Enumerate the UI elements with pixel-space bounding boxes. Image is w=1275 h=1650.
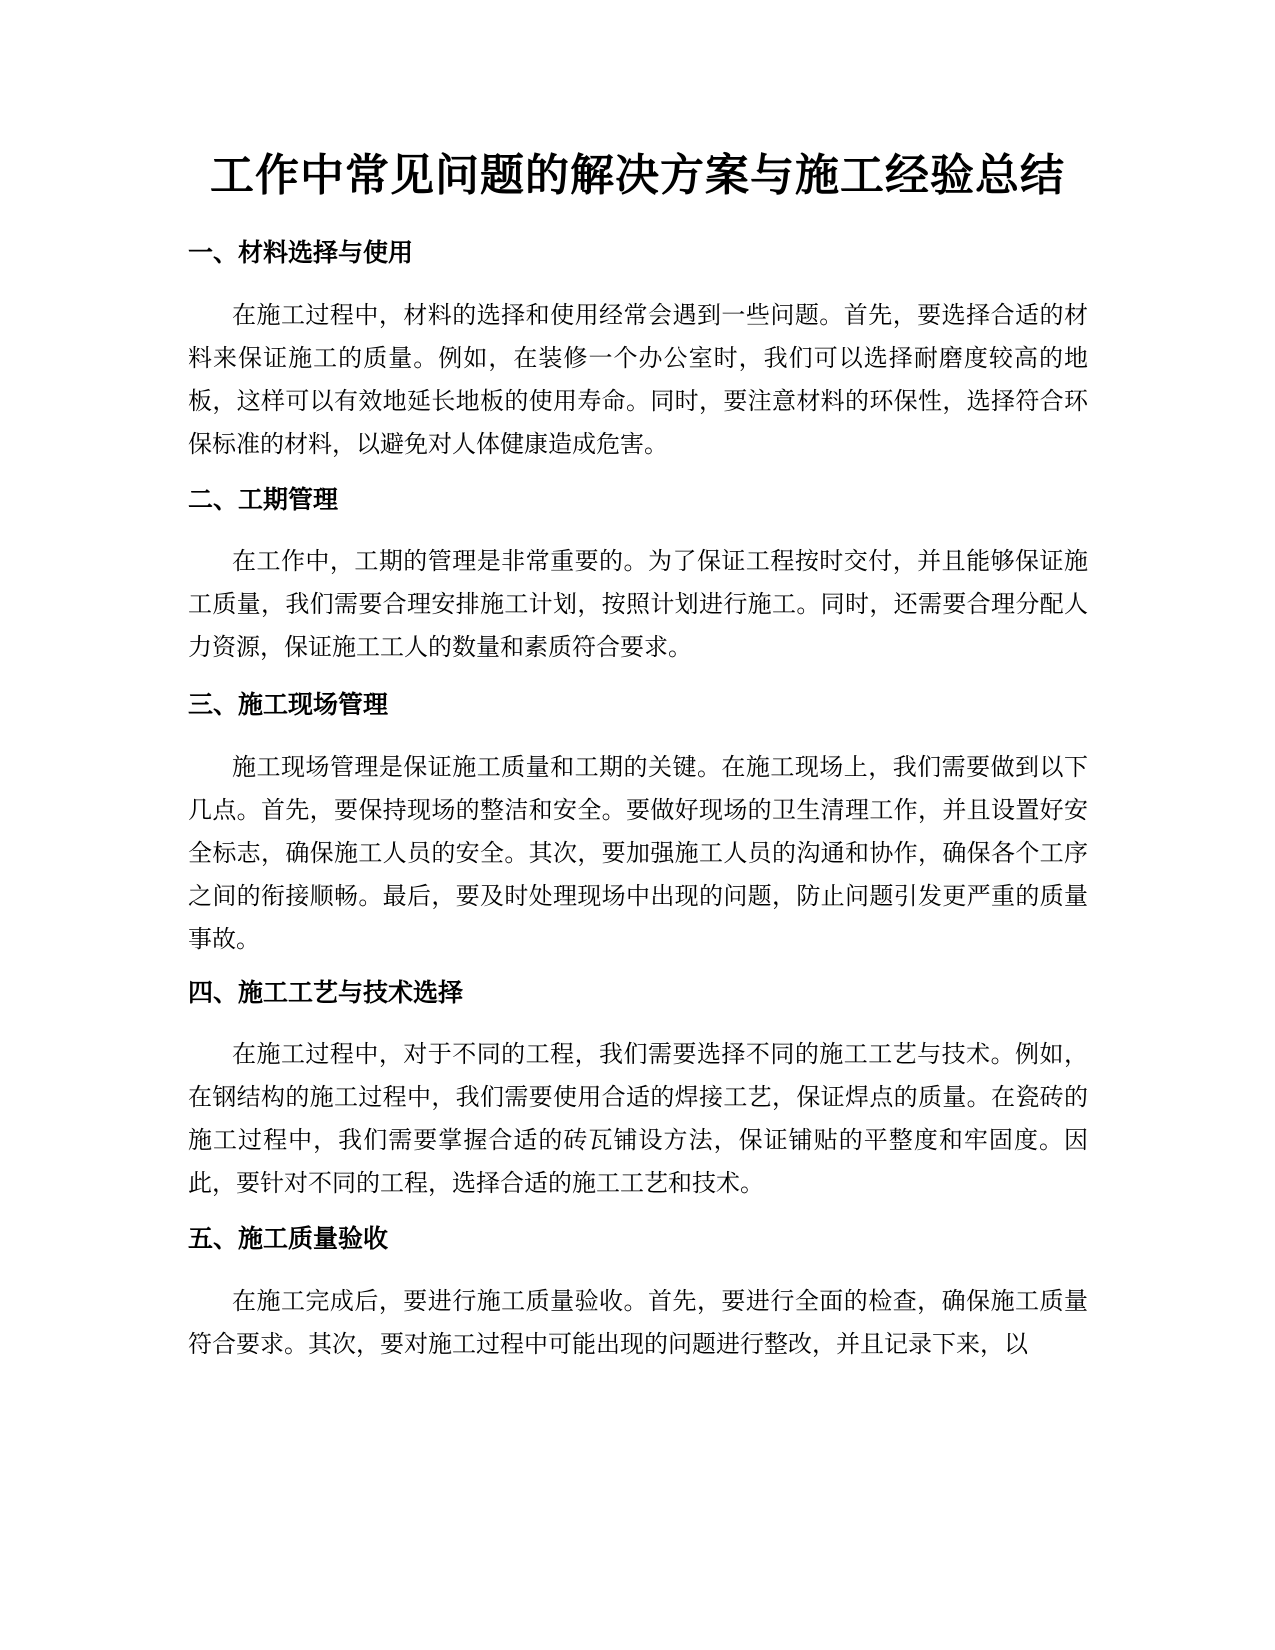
section-paragraph-techniques: 在施工过程中，对于不同的工程，我们需要选择不同的施工工艺与技术。例如，在钢结构的施工过程中，我们需要使用合适的焊接工艺，保证焊点的质量。在瓷砖的施工过程中，我们需要掌握合适的砖瓦铺设方法，保证铺贴的平整度和牢固度。因此，要针对不同的工程，选择合适的施工工艺和技术。 [188, 1040, 1088, 1197]
section-heading-techniques: 四、施工工艺与技术选择 [188, 978, 464, 1007]
section-heading-site-management: 三、施工现场管理 [188, 690, 389, 719]
section-paragraph-schedule: 在工作中，工期的管理是非常重要的。为了保证工程按时交付，并且能够保证施工质量，我们需要合理安排施工计划，按照计划进行施工。同时，还需要合理分配人力资源，保证施工工人的数量和素质符合要求。 [188, 547, 1088, 661]
section-heading-schedule: 二、工期管理 [188, 485, 339, 514]
section-heading-materials: 一、材料选择与使用 [188, 238, 414, 267]
document-title: 工作中常见问题的解决方案与施工经验总结 [210, 150, 1065, 201]
section-paragraph-site-management: 施工现场管理是保证施工质量和工期的关键。在施工现场上，我们需要做到以下几点。首先，要保持现场的整洁和安全。要做好现场的卫生清理工作，并且设置好安全标志，确保施工人员的安全。其次，要加强施工人员的沟通和协作，确保各个工序之间的衔接顺畅。最后，要及时处理现场中出现的问题，防止问题引发更严重的质量事故。 [188, 753, 1088, 953]
section-heading-acceptance: 五、施工质量验收 [188, 1224, 389, 1253]
section-paragraph-materials: 在施工过程中，材料的选择和使用经常会遇到一些问题。首先，要选择合适的材料来保证施工的质量。例如，在装修一个办公室时，我们可以选择耐磨度较高的地板，这样可以有效地延长地板的使用寿命。同时，要注意材料的环保性，选择符合环保标准的材料，以避免对人体健康造成危害。 [188, 301, 1088, 458]
section-paragraph-acceptance: 在施工完成后，要进行施工质量验收。首先，要进行全面的检查，确保施工质量符合要求。其次，要对施工过程中可能出现的问题进行整改，并且记录下来，以 [188, 1287, 1088, 1358]
